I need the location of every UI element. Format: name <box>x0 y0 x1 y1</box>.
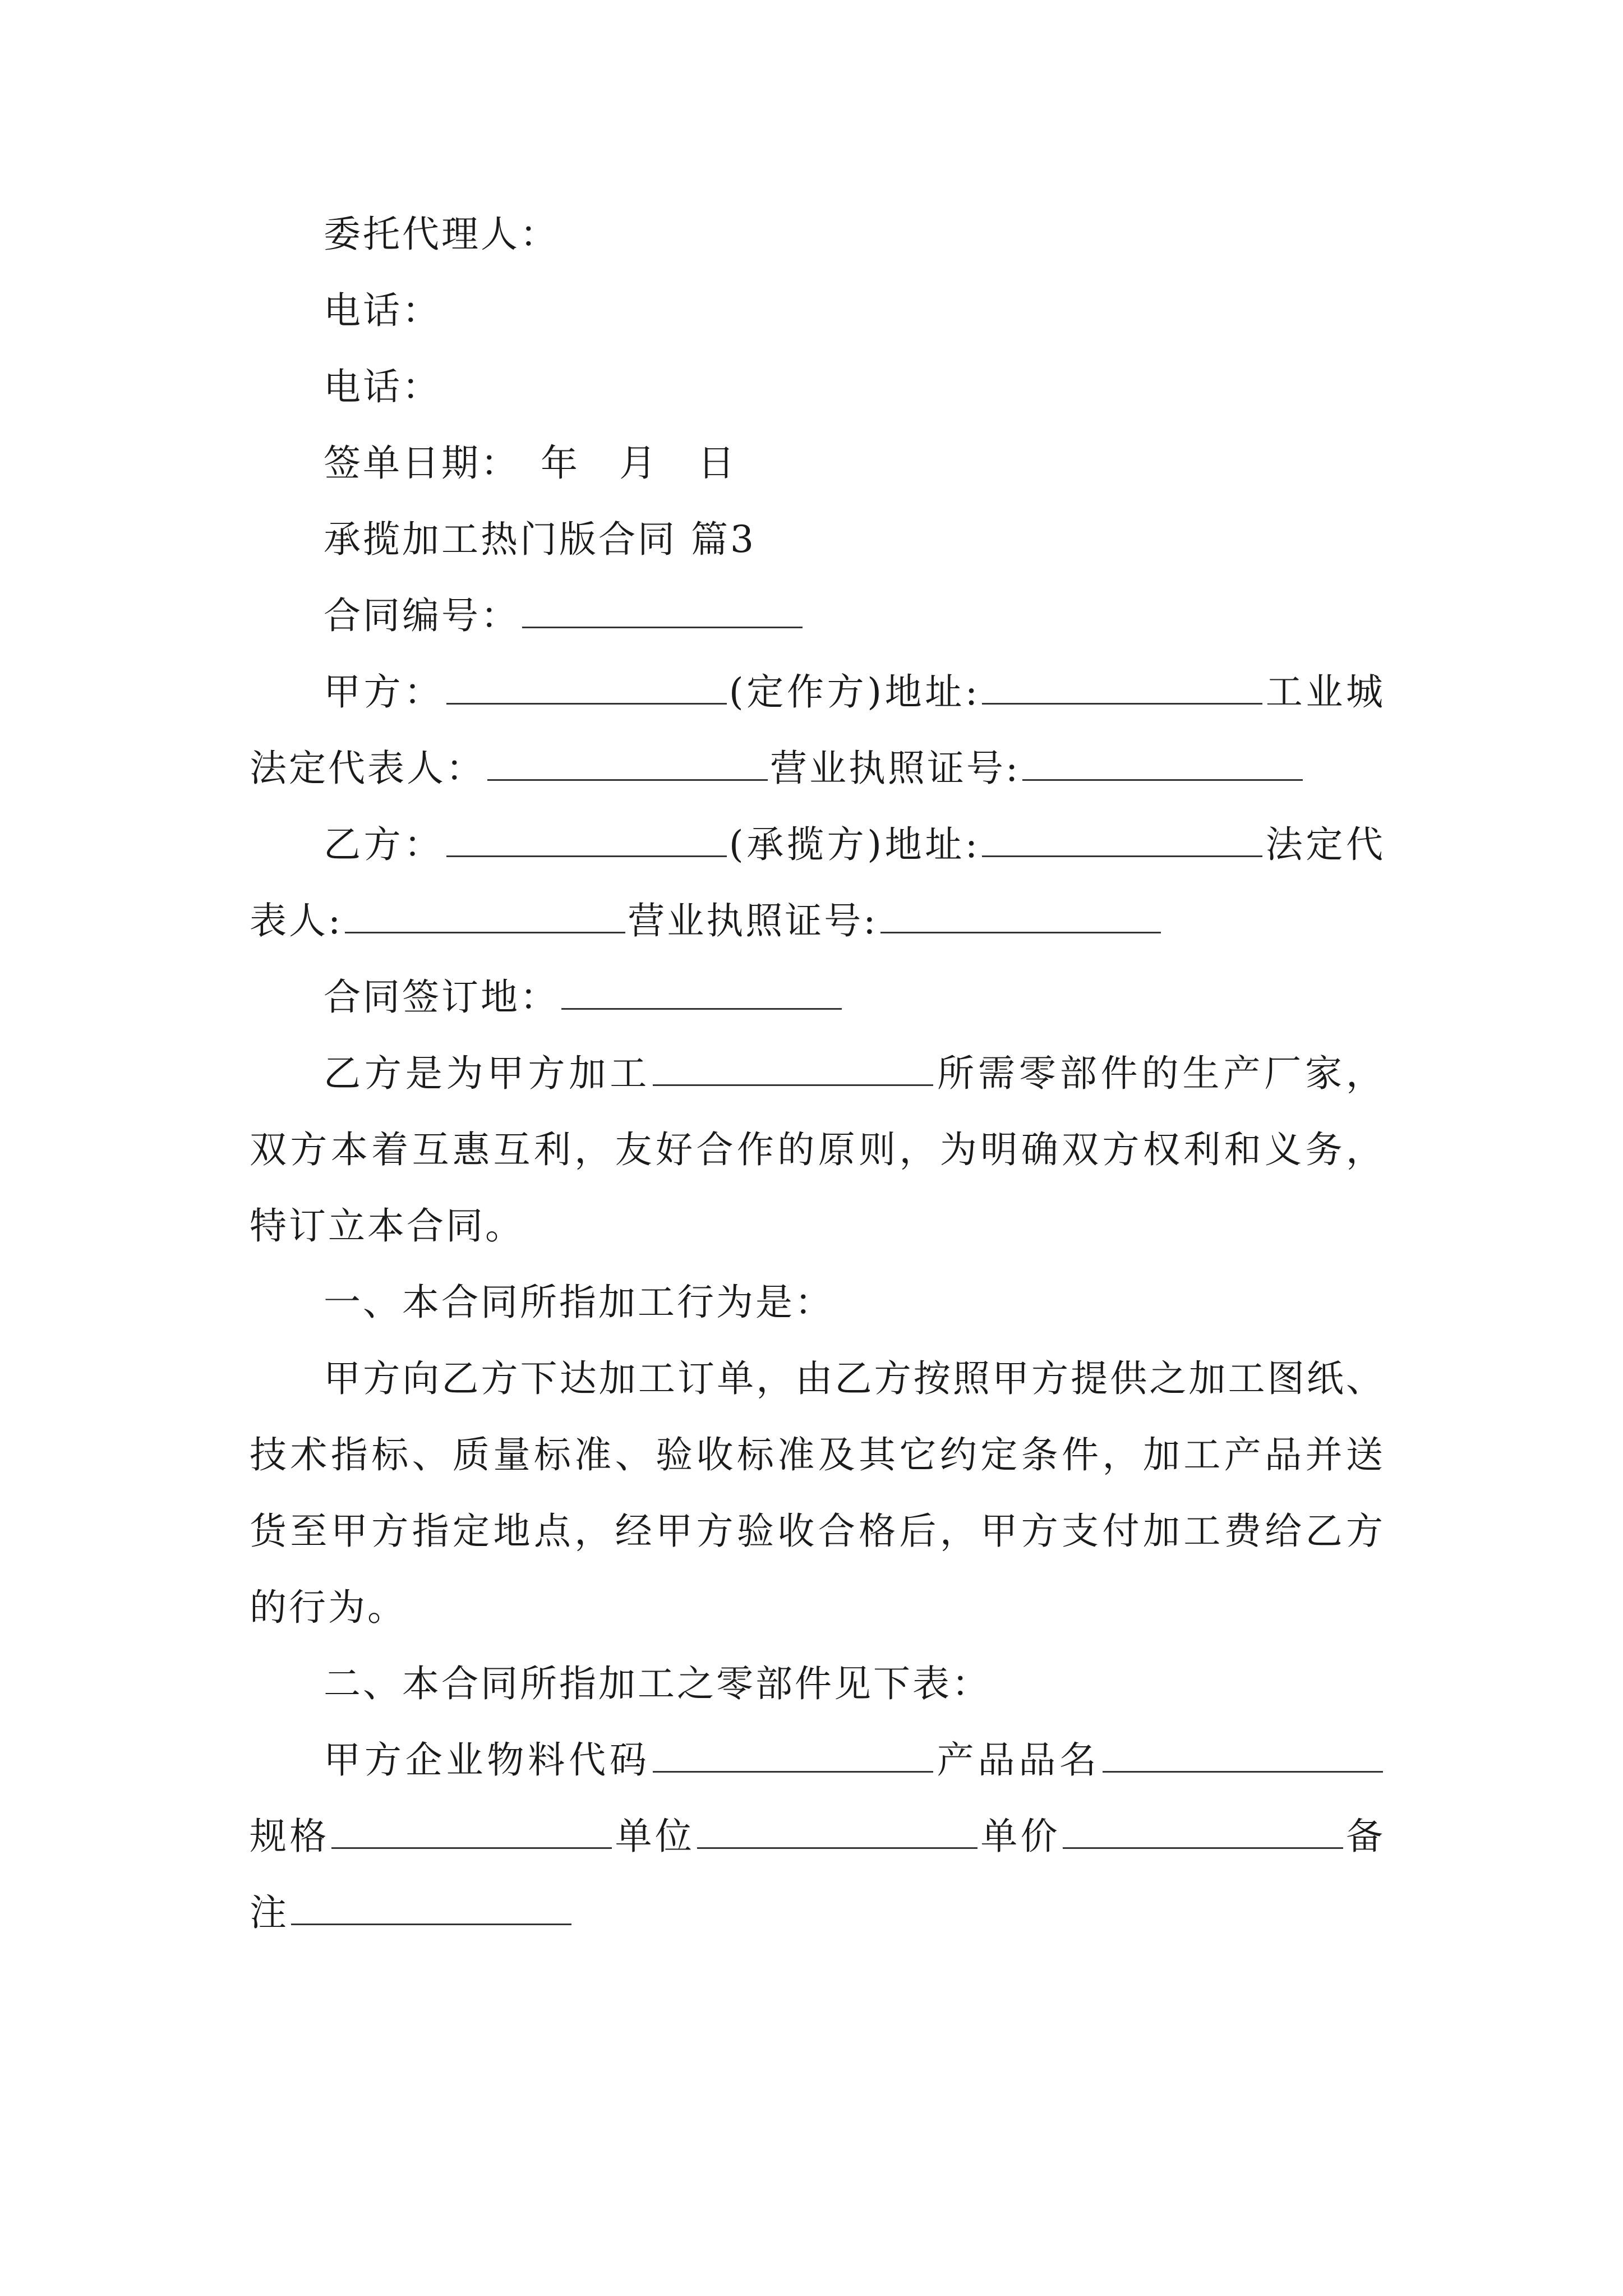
intro-part1: 乙方是为甲方加工 <box>324 1052 651 1095</box>
party-a-legal-blank <box>487 748 768 781</box>
contract-number-blank <box>522 595 803 628</box>
signing-place-blank <box>561 977 842 1010</box>
sign-date-line: 签单日期： 年 月 日 <box>324 441 737 485</box>
material-code-label: 甲方企业物料代码 <box>324 1738 651 1782</box>
phone-line-2: 电话： <box>324 365 441 408</box>
party-b-legal-blank <box>345 900 625 933</box>
unit-price-label: 单价 <box>980 1815 1061 1858</box>
product-name-label: 产品品名 <box>935 1738 1101 1782</box>
contract-number-label: 合同编号： <box>324 594 520 637</box>
party-a-address-blank <box>982 671 1262 705</box>
clause-2-title: 二、本合同所指加工之零部件见下表： <box>324 1662 991 1705</box>
phone-line-1: 电话： <box>324 289 441 332</box>
party-a-tail: 工业城法定代表人： <box>250 670 1386 790</box>
section-title: 承揽加工热门版合同 篇3 <box>324 518 756 561</box>
contract-number-line <box>250 578 1385 654</box>
parts-table-paragraph <box>250 1722 1385 1951</box>
unit-price-blank <box>1063 1816 1343 1849</box>
party-b-license-label: 营业执照证号: <box>628 899 878 942</box>
party-b-address-blank <box>982 824 1262 857</box>
intro-paragraph <box>250 1036 1385 1264</box>
unit-blank <box>697 1816 978 1849</box>
signing-place-label: 合同签订地： <box>324 976 559 1019</box>
party-b-license-blank <box>880 900 1161 933</box>
product-name-blank <box>1103 1740 1383 1773</box>
document-body <box>250 196 1385 1951</box>
remark-label: 备注 <box>250 1815 1386 1934</box>
unit-label: 单位 <box>614 1815 695 1858</box>
party-b-name-blank <box>446 824 727 857</box>
party-b-paragraph <box>250 807 1385 959</box>
spec-label: 规格 <box>250 1815 330 1858</box>
party-a-paragraph <box>250 654 1385 807</box>
party-a-label: 甲方： <box>324 670 444 714</box>
remark-blank <box>291 1892 571 1925</box>
party-b-label: 乙方： <box>324 823 444 866</box>
agent-line: 委托代理人： <box>324 213 559 256</box>
party-a-name-blank <box>446 671 727 705</box>
intro-product-blank <box>653 1053 933 1086</box>
clause-1-body: 甲方向乙方下达加工订单，由乙方按照甲方提供之加工图纸、技术指标、质量标准、验收标准及其它约定条件，加工产品并送货至甲方指定地点，经甲方验收合格后，甲方支付加工费给乙方的行为。 <box>250 1357 1385 1629</box>
intro-part2: 所需零部件的生产厂家，双方本着互惠互利，友好合作的原则，为明确双方权利和义务，特订立本合同。 <box>250 1052 1386 1248</box>
material-code-blank <box>653 1740 933 1773</box>
signing-place-line <box>250 959 1385 1036</box>
party-a-role: (定作方)地址: <box>728 670 980 714</box>
party-b-legal-label: 法定代表人: <box>250 823 1386 942</box>
clause-1-title: 一、本合同所指加工行为是： <box>324 1281 834 1324</box>
party-a-license-label: 营业执照证号: <box>770 747 1021 790</box>
spec-blank <box>331 1816 612 1849</box>
party-b-role: (承揽方)地址: <box>728 823 980 866</box>
party-a-license-blank <box>1022 748 1303 781</box>
